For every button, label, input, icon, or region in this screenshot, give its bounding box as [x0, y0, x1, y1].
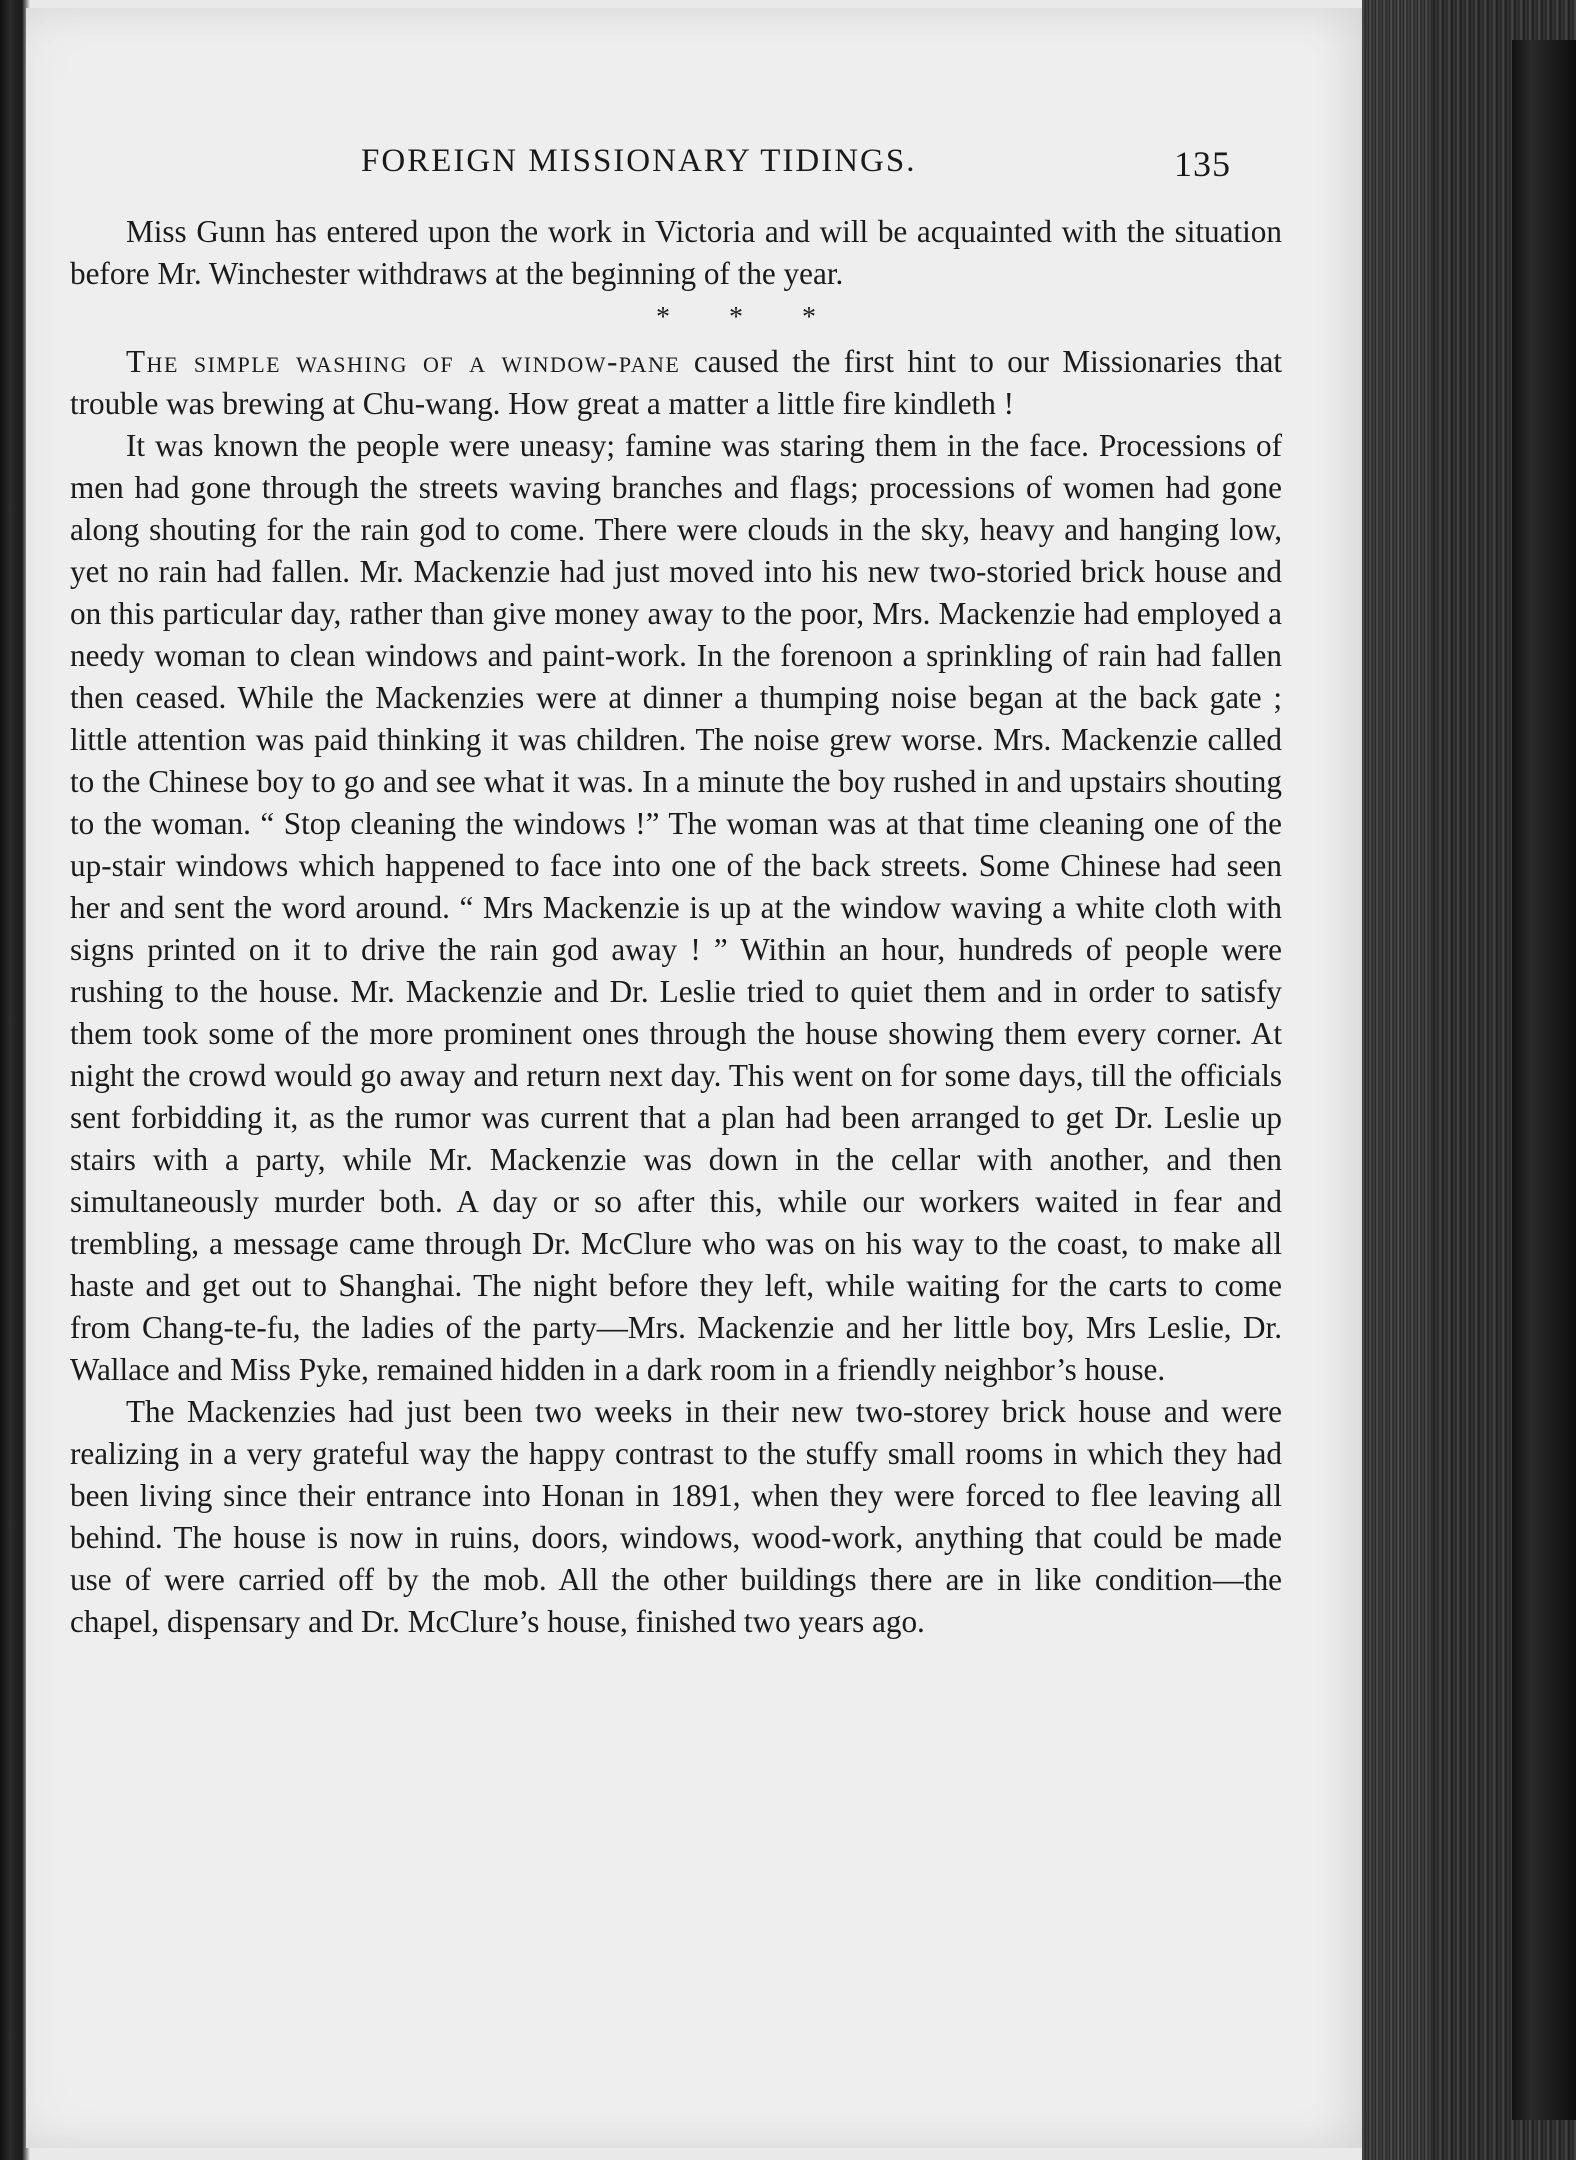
page-header	[26, 143, 1366, 193]
section-separator: * * *	[656, 302, 842, 333]
paragraph-1: Miss Gunn has entered upon the work in Victoria and will be acquainted with the situation before Mr. Winchester withdraws at the beginning of the year.	[70, 214, 1282, 291]
article-body	[70, 211, 1282, 1643]
paragraph-3: It was known the people were uneasy; famine was staring them in the face. Processions of men had gone through the streets waving branches and flags; processions of women had gone along shouting for the rain god to come. There were clouds in the sky, heavy and hanging low, yet no rain had fallen. Mr. Mackenzie had just moved into his new two-storied brick house and on this particular day, rather than give money away to the poor, Mrs. Mackenzie had employed a needy woman to clean windows and paint-work. In the forenoon a sprinkling of rain had fallen then ceased. While the Mackenzies were at dinner a thumping noise began at the back gate ; little attention was paid thinking it was children. The noise grew worse. Mrs. Mackenzie called to the Chinese boy to go and see what it was. In a minute the boy rushed in and upstairs shouting to the woman. “ Stop cleaning the windows !” The woman was at that time cleaning one of the up-stair windows which happened to face into one of the back streets. Some Chinese had seen her and sent the word around. “ Mrs Mackenzie is up at the window waving a white cloth with signs printed on it to drive the rain god away ! ” Within an hour, hundreds of people were rushing to the house. Mr. Mackenzie and Dr. Leslie tried to quiet them and in order to satisfy them took some of the more prominent ones through the house showing them every corner. At night the crowd would go away and return next day. This went on for some days, till the officials sent forbidding it, as the rumor was current that a plan had been arranged to get Dr. Leslie up stairs with a party, while Mr. Mackenzie was down in the cellar with another, and then simultaneously murder both. A day or so after this, while our workers waited in fear and trembling, a message came through Dr. McClure who was on his way to the coast, to make all haste and get out to Shanghai. The night before they left, while waiting for the carts to come from Chang-te-fu, the ladies of the party—Mrs. Mackenzie and her little boy, Mrs Leslie, Dr. Wallace and Miss Pyke, remained hidden in a dark room in a friendly neighbor’s house.	[70, 428, 1282, 1387]
page-number: 135	[1174, 144, 1231, 184]
page-stack-left	[1362, 0, 1432, 2160]
running-head: FOREIGN MISSIONARY TIDINGS.	[361, 143, 917, 179]
paragraph-2-lede: The simple washing of a window-pane	[126, 344, 681, 379]
paragraph-2-text: caused the first hint to our Missionaries that trouble was brewing at Chu-wang. How great a matter a little fire kindleth !	[70, 344, 1282, 421]
book-page-edges	[1362, 0, 1576, 2160]
paragraph-2	[70, 341, 1282, 425]
page-sheet	[26, 8, 1366, 2148]
book-cover-edge	[1512, 40, 1576, 2120]
paragraph-4: The Mackenzies had just been two weeks in their new two-storey brick house and were realizing in a very grateful way the happy contrast to the stuffy small rooms in which they had been living since their entrance into Honan in 1891, when they were forced to flee leaving all behind. The house is now in ruins, doors, windows, wood-work, anything that could be made use of were carried off by the mob. All the other buildings there are in like condition—the chapel, dispensary and Dr. McClure’s house, finished two years ago.	[70, 1394, 1282, 1639]
